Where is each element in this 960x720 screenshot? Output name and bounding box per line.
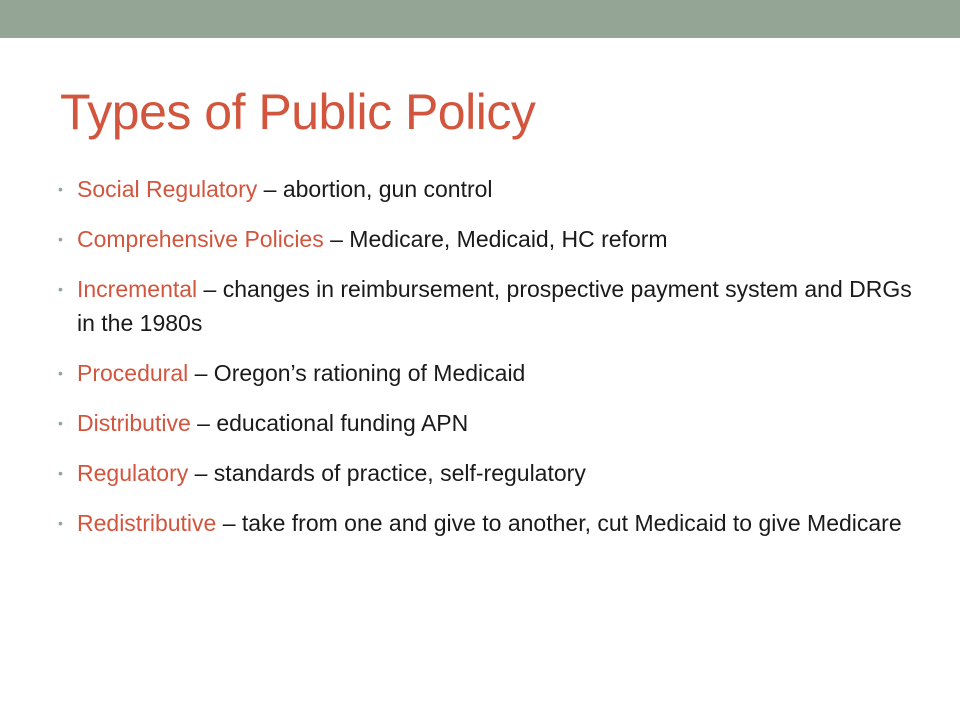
bullet-dot-icon: • [58,465,63,481]
bullet-term: Procedural [77,360,189,386]
bullet-dot-icon: • [58,231,63,247]
bullet-item-incremental [58,272,918,340]
bullet-dot-icon: • [58,365,63,381]
bullet-description: – abortion, gun control [257,176,493,202]
bullet-description: – Medicare, Medicaid, HC reform [323,226,668,252]
bullet-description: – standards of practice, self-regulatory [188,460,586,486]
bullet-description: – changes in reimbursement, prospective payment system and DRGs in the 1980s [77,276,912,336]
bullet-item-distributive [58,406,918,440]
bullet-item-comprehensive-policies [58,222,918,256]
bullet-term: Redistributive [77,510,217,536]
bullet-term: Distributive [77,410,191,436]
bullet-term: Comprehensive Policies [77,226,324,252]
bullet-dot-icon: • [58,415,63,431]
bullet-description: – educational funding APN [190,410,469,436]
bullet-dot-icon: • [58,515,63,531]
bullet-item-procedural [58,356,918,390]
bullet-item-social-regulatory [58,172,918,206]
bullet-description: – take from one and give to another, cut Medicaid to give Medicare [216,510,902,536]
bullet-term: Incremental [77,276,198,302]
bullet-item-redistributive [58,506,918,540]
bullet-term: Social Regulatory [77,176,258,202]
bullet-list [58,172,918,556]
bullet-description: – Oregon’s rationing of Medicaid [188,360,526,386]
slide-title: Types of Public Policy [60,84,536,140]
top-accent-bar [0,0,960,38]
bullet-dot-icon: • [58,281,63,297]
bullet-dot-icon: • [58,181,63,197]
bullet-item-regulatory [58,456,918,490]
bullet-term: Regulatory [77,460,189,486]
